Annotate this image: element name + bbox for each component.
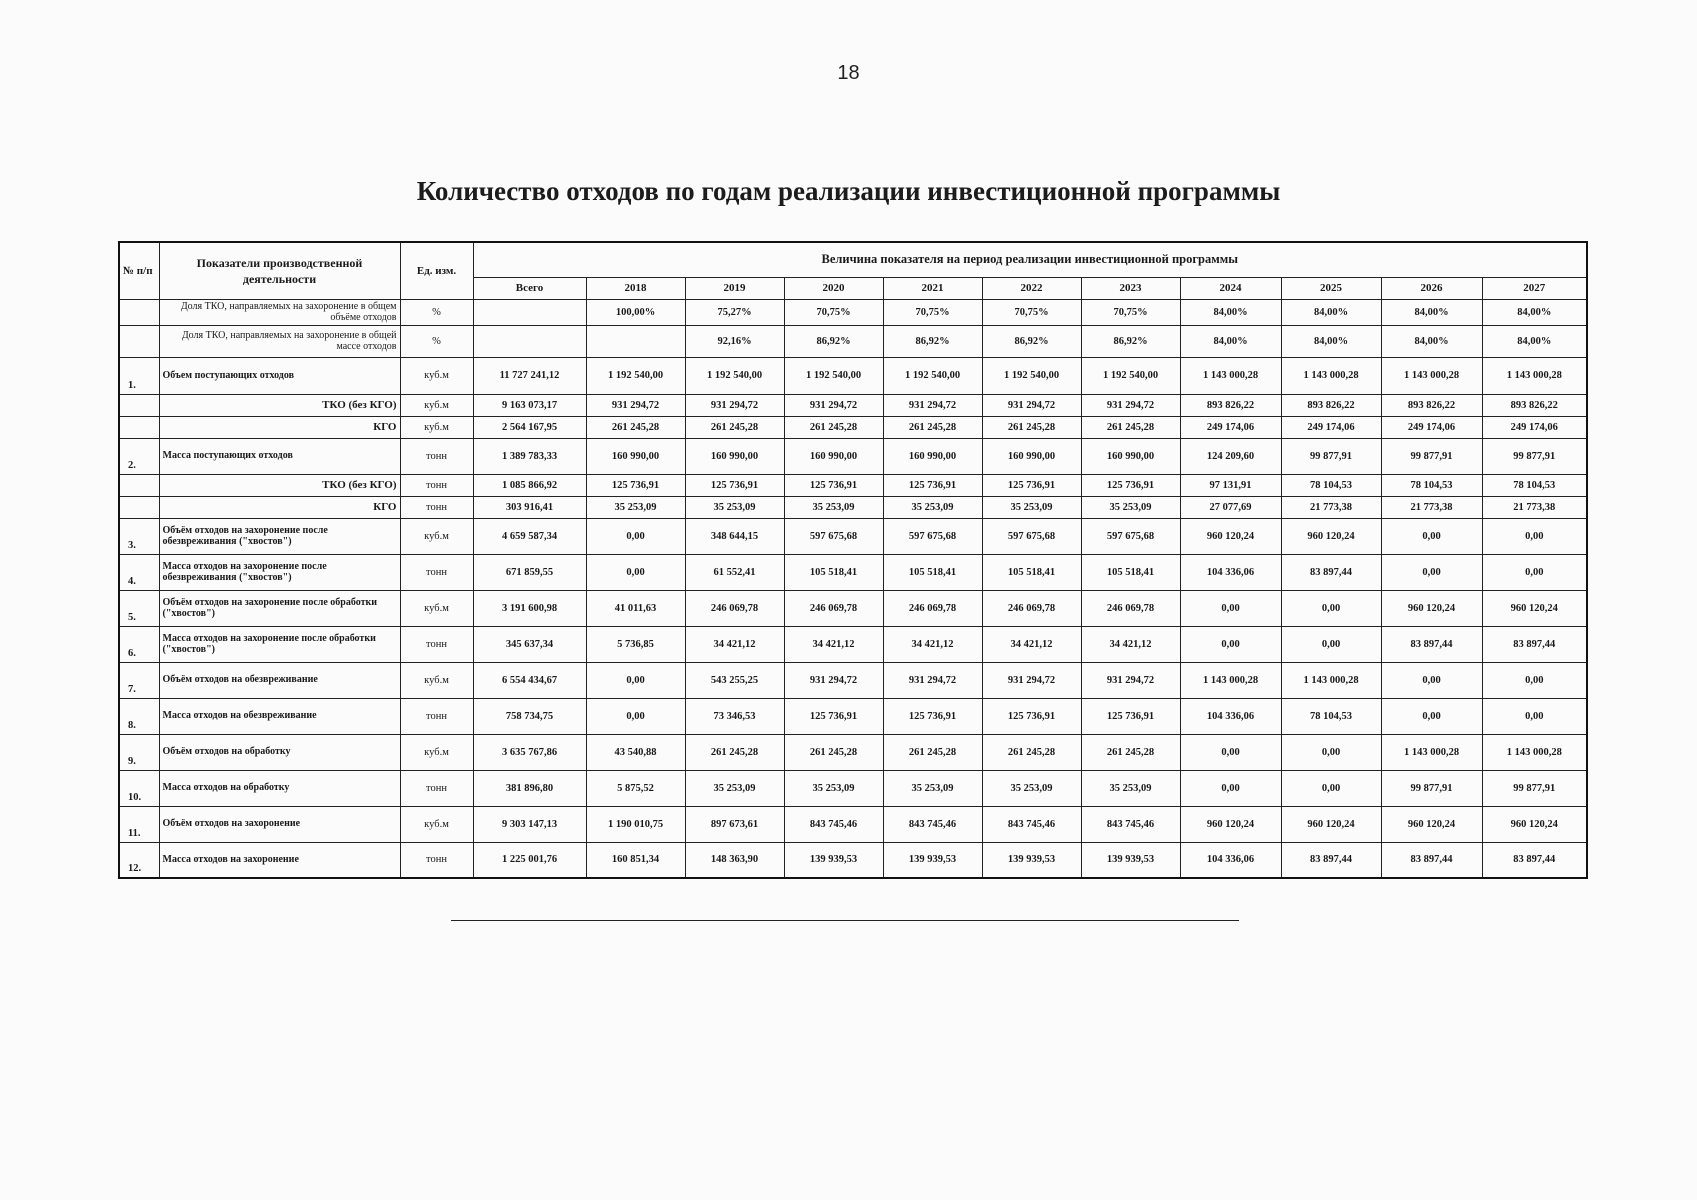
cell-value: 246 069,78 — [784, 590, 883, 626]
cell-value: 35 253,09 — [982, 770, 1081, 806]
cell-value: 99 877,91 — [1381, 770, 1482, 806]
row-indicator: Масса отходов на захоронение после обработки ("хвостов") — [159, 626, 400, 662]
cell-value: 34 421,12 — [685, 626, 784, 662]
document-title: Количество отходов по годам реализации инвестиционной программы — [416, 176, 1281, 206]
row-indicator: Объём отходов на обработку — [159, 734, 400, 770]
cell-value — [586, 325, 685, 357]
row-indicator: Доля ТКО, направляемых на захоронение в общем объёме отходов — [159, 299, 400, 325]
cell-value: 160 990,00 — [883, 438, 982, 474]
cell-value: 960 120,24 — [1180, 518, 1281, 554]
row-number: 3. — [119, 518, 159, 554]
table-row — [119, 770, 1587, 806]
cell-value: 83 897,44 — [1381, 626, 1482, 662]
cell-value: 1 143 000,28 — [1281, 662, 1381, 698]
cell-value: 41 011,63 — [586, 590, 685, 626]
cell-value: 97 131,91 — [1180, 474, 1281, 496]
cell-value: 160 990,00 — [685, 438, 784, 474]
cell-value: 104 336,06 — [1180, 698, 1281, 734]
cell-value: 105 518,41 — [1081, 554, 1180, 590]
cell-value: 70,75% — [982, 299, 1081, 325]
cell-value: 99 877,91 — [1482, 770, 1587, 806]
header-period: Величина показателя на период реализации инвестиционной программы — [473, 242, 1587, 277]
table-row — [119, 394, 1587, 416]
cell-value: 931 294,72 — [883, 662, 982, 698]
cell-value: 21 773,38 — [1482, 496, 1587, 518]
cell-value: 0,00 — [1381, 554, 1482, 590]
cell-value: 249 174,06 — [1482, 416, 1587, 438]
cell-value: 70,75% — [784, 299, 883, 325]
cell-value: 83 897,44 — [1381, 842, 1482, 878]
cell-value: 139 939,53 — [982, 842, 1081, 878]
row-unit: куб.м — [400, 734, 473, 770]
cell-value — [473, 325, 586, 357]
cell-value: 34 421,12 — [982, 626, 1081, 662]
cell-value: 931 294,72 — [1081, 394, 1180, 416]
row-indicator: Масса отходов на захоронение — [159, 842, 400, 878]
cell-value — [473, 299, 586, 325]
cell-value: 105 518,41 — [784, 554, 883, 590]
cell-value: 0,00 — [1180, 590, 1281, 626]
cell-value: 261 245,28 — [982, 734, 1081, 770]
cell-value: 261 245,28 — [982, 416, 1081, 438]
table-row — [119, 698, 1587, 734]
cell-value: 0,00 — [1381, 518, 1482, 554]
row-indicator: КГО — [159, 496, 400, 518]
cell-value: 35 253,09 — [784, 770, 883, 806]
table-row — [119, 734, 1587, 770]
cell-value: 105 518,41 — [883, 554, 982, 590]
cell-value: 160 990,00 — [586, 438, 685, 474]
cell-value: 104 336,06 — [1180, 554, 1281, 590]
cell-value: 261 245,28 — [883, 416, 982, 438]
cell-value: 84,00% — [1482, 325, 1587, 357]
cell-value: 0,00 — [1381, 662, 1482, 698]
cell-value: 261 245,28 — [784, 416, 883, 438]
cell-value: 125 736,91 — [685, 474, 784, 496]
row-number: 4. — [119, 554, 159, 590]
cell-value: 1 085 866,92 — [473, 474, 586, 496]
cell-value: 70,75% — [1081, 299, 1180, 325]
waste-table — [118, 241, 1588, 879]
row-unit: куб.м — [400, 357, 473, 394]
cell-value: 6 554 434,67 — [473, 662, 586, 698]
cell-value: 5 875,52 — [586, 770, 685, 806]
row-indicator: Масса отходов на захоронение после обезвреживания ("хвостов") — [159, 554, 400, 590]
header-col-5: 2022 — [982, 277, 1081, 299]
cell-value: 246 069,78 — [685, 590, 784, 626]
row-indicator: Объем поступающих отходов — [159, 357, 400, 394]
cell-value: 34 421,12 — [1081, 626, 1180, 662]
cell-value: 125 736,91 — [883, 698, 982, 734]
cell-value: 960 120,24 — [1180, 806, 1281, 842]
cell-value: 99 877,91 — [1281, 438, 1381, 474]
cell-value: 543 255,25 — [685, 662, 784, 698]
cell-value: 960 120,24 — [1281, 518, 1381, 554]
cell-value: 73 346,53 — [685, 698, 784, 734]
row-unit: тонн — [400, 474, 473, 496]
cell-value: 34 421,12 — [784, 626, 883, 662]
header-col-4: 2021 — [883, 277, 982, 299]
cell-value: 84,00% — [1180, 299, 1281, 325]
row-number — [119, 299, 159, 325]
cell-value: 34 421,12 — [883, 626, 982, 662]
cell-value: 0,00 — [1180, 626, 1281, 662]
cell-value: 960 120,24 — [1381, 806, 1482, 842]
cell-value: 0,00 — [1482, 662, 1587, 698]
cell-value: 893 826,22 — [1180, 394, 1281, 416]
row-unit: куб.м — [400, 806, 473, 842]
row-unit: тонн — [400, 496, 473, 518]
table-row — [119, 496, 1587, 518]
cell-value: 83 897,44 — [1482, 842, 1587, 878]
cell-value: 0,00 — [1180, 770, 1281, 806]
cell-value: 249 174,06 — [1381, 416, 1482, 438]
cell-value: 1 143 000,28 — [1482, 734, 1587, 770]
cell-value: 0,00 — [1281, 626, 1381, 662]
row-unit: тонн — [400, 770, 473, 806]
cell-value: 246 069,78 — [1081, 590, 1180, 626]
cell-value: 21 773,38 — [1381, 496, 1482, 518]
table-row — [119, 518, 1587, 554]
cell-value: 1 143 000,28 — [1180, 662, 1281, 698]
cell-value: 70,75% — [883, 299, 982, 325]
cell-value: 261 245,28 — [685, 416, 784, 438]
cell-value: 125 736,91 — [1081, 698, 1180, 734]
row-unit: куб.м — [400, 590, 473, 626]
header-col-3: 2020 — [784, 277, 883, 299]
cell-value: 125 736,91 — [784, 474, 883, 496]
cell-value: 1 192 540,00 — [1081, 357, 1180, 394]
cell-value: 86,92% — [883, 325, 982, 357]
cell-value: 0,00 — [1482, 518, 1587, 554]
cell-value: 345 637,34 — [473, 626, 586, 662]
table-row — [119, 299, 1587, 325]
cell-value: 897 673,61 — [685, 806, 784, 842]
cell-value: 1 143 000,28 — [1381, 734, 1482, 770]
table-row — [119, 842, 1587, 878]
cell-value: 35 253,09 — [883, 770, 982, 806]
cell-value: 931 294,72 — [883, 394, 982, 416]
cell-value: 843 745,46 — [883, 806, 982, 842]
cell-value: 84,00% — [1281, 325, 1381, 357]
cell-value: 100,00% — [586, 299, 685, 325]
cell-value: 160 990,00 — [982, 438, 1081, 474]
row-number: 8. — [119, 698, 159, 734]
row-number: 6. — [119, 626, 159, 662]
cell-value: 2 564 167,95 — [473, 416, 586, 438]
cell-value: 105 518,41 — [982, 554, 1081, 590]
cell-value: 125 736,91 — [784, 698, 883, 734]
cell-value: 78 104,53 — [1482, 474, 1587, 496]
cell-value: 246 069,78 — [883, 590, 982, 626]
cell-value: 84,00% — [1381, 299, 1482, 325]
cell-value: 597 675,68 — [1081, 518, 1180, 554]
row-unit: куб.м — [400, 416, 473, 438]
cell-value: 1 143 000,28 — [1482, 357, 1587, 394]
cell-value: 893 826,22 — [1482, 394, 1587, 416]
cell-value: 78 104,53 — [1281, 474, 1381, 496]
cell-value: 893 826,22 — [1381, 394, 1482, 416]
table-row — [119, 806, 1587, 842]
row-number — [119, 496, 159, 518]
row-number — [119, 474, 159, 496]
cell-value: 148 363,90 — [685, 842, 784, 878]
row-number: 9. — [119, 734, 159, 770]
cell-value: 125 736,91 — [586, 474, 685, 496]
cell-value: 931 294,72 — [685, 394, 784, 416]
cell-value: 4 659 587,34 — [473, 518, 586, 554]
header-col-0: Всего — [473, 277, 586, 299]
cell-value: 843 745,46 — [982, 806, 1081, 842]
cell-value: 84,00% — [1180, 325, 1281, 357]
header-col-1: 2018 — [586, 277, 685, 299]
table-row — [119, 554, 1587, 590]
cell-value: 1 143 000,28 — [1281, 357, 1381, 394]
cell-value: 11 727 241,12 — [473, 357, 586, 394]
cell-value: 960 120,24 — [1381, 590, 1482, 626]
cell-value: 931 294,72 — [784, 394, 883, 416]
cell-value: 125 736,91 — [883, 474, 982, 496]
row-indicator: Объём отходов на захоронение — [159, 806, 400, 842]
bottom-divider — [451, 920, 1239, 921]
row-number: 10. — [119, 770, 159, 806]
cell-value: 35 253,09 — [1081, 770, 1180, 806]
cell-value: 0,00 — [1281, 734, 1381, 770]
table-row — [119, 438, 1587, 474]
cell-value: 124 209,60 — [1180, 438, 1281, 474]
cell-value: 99 877,91 — [1482, 438, 1587, 474]
row-indicator: КГО — [159, 416, 400, 438]
cell-value: 21 773,38 — [1281, 496, 1381, 518]
cell-value: 125 736,91 — [1081, 474, 1180, 496]
row-indicator: Доля ТКО, направляемых на захоронение в общей массе отходов — [159, 325, 400, 357]
cell-value: 9 163 073,17 — [473, 394, 586, 416]
cell-value: 931 294,72 — [982, 394, 1081, 416]
cell-value: 84,00% — [1381, 325, 1482, 357]
cell-value: 931 294,72 — [784, 662, 883, 698]
cell-value: 261 245,28 — [1081, 734, 1180, 770]
cell-value: 1 192 540,00 — [982, 357, 1081, 394]
cell-value: 35 253,09 — [1081, 496, 1180, 518]
cell-value: 160 851,34 — [586, 842, 685, 878]
cell-value: 597 675,68 — [883, 518, 982, 554]
header-unit: Ед. изм. — [400, 242, 473, 299]
cell-value: 125 736,91 — [982, 698, 1081, 734]
cell-value: 139 939,53 — [883, 842, 982, 878]
cell-value: 1 389 783,33 — [473, 438, 586, 474]
table-row — [119, 357, 1587, 394]
table-row — [119, 626, 1587, 662]
cell-value: 9 303 147,13 — [473, 806, 586, 842]
cell-value: 931 294,72 — [982, 662, 1081, 698]
cell-value: 0,00 — [586, 554, 685, 590]
header-indicator: Показатели производственной деятельности — [159, 242, 400, 299]
cell-value: 249 174,06 — [1180, 416, 1281, 438]
cell-value: 27 077,69 — [1180, 496, 1281, 518]
cell-value: 139 939,53 — [1081, 842, 1180, 878]
row-indicator: Масса поступающих отходов — [159, 438, 400, 474]
cell-value: 261 245,28 — [586, 416, 685, 438]
cell-value: 1 192 540,00 — [784, 357, 883, 394]
cell-value: 303 916,41 — [473, 496, 586, 518]
row-number: 1. — [119, 357, 159, 394]
cell-value: 1 192 540,00 — [586, 357, 685, 394]
header-col-9: 2026 — [1381, 277, 1482, 299]
row-unit: тонн — [400, 438, 473, 474]
row-number — [119, 325, 159, 357]
cell-value: 35 253,09 — [586, 496, 685, 518]
cell-value: 843 745,46 — [1081, 806, 1180, 842]
cell-value: 78 104,53 — [1281, 698, 1381, 734]
header-col-2: 2019 — [685, 277, 784, 299]
cell-value: 35 253,09 — [883, 496, 982, 518]
cell-value: 92,16% — [685, 325, 784, 357]
cell-value: 0,00 — [586, 662, 685, 698]
row-unit: куб.м — [400, 662, 473, 698]
cell-value: 139 939,53 — [784, 842, 883, 878]
row-unit: тонн — [400, 626, 473, 662]
page-number: 18 — [837, 62, 860, 84]
cell-value: 0,00 — [1381, 698, 1482, 734]
cell-value: 381 896,80 — [473, 770, 586, 806]
cell-value: 1 190 010,75 — [586, 806, 685, 842]
row-indicator: ТКО (без КГО) — [159, 474, 400, 496]
cell-value: 3 635 767,86 — [473, 734, 586, 770]
cell-value: 35 253,09 — [685, 496, 784, 518]
cell-value: 249 174,06 — [1281, 416, 1381, 438]
cell-value: 78 104,53 — [1381, 474, 1482, 496]
cell-value: 83 897,44 — [1281, 554, 1381, 590]
cell-value: 261 245,28 — [883, 734, 982, 770]
table-row — [119, 474, 1587, 496]
header-col-8: 2025 — [1281, 277, 1381, 299]
cell-value: 83 897,44 — [1281, 842, 1381, 878]
cell-value: 35 253,09 — [982, 496, 1081, 518]
cell-value: 84,00% — [1482, 299, 1587, 325]
header-col-10: 2027 — [1482, 277, 1587, 299]
cell-value: 160 990,00 — [1081, 438, 1180, 474]
cell-value: 86,92% — [784, 325, 883, 357]
row-unit: тонн — [400, 554, 473, 590]
row-number: 7. — [119, 662, 159, 698]
row-unit: тонн — [400, 698, 473, 734]
row-unit: % — [400, 299, 473, 325]
cell-value: 0,00 — [1281, 770, 1381, 806]
cell-value: 86,92% — [1081, 325, 1180, 357]
row-unit: % — [400, 325, 473, 357]
cell-value: 75,27% — [685, 299, 784, 325]
row-number: 5. — [119, 590, 159, 626]
table-row — [119, 662, 1587, 698]
cell-value: 0,00 — [586, 518, 685, 554]
cell-value: 931 294,72 — [1081, 662, 1180, 698]
table-row — [119, 590, 1587, 626]
table-row — [119, 416, 1587, 438]
cell-value: 261 245,28 — [1081, 416, 1180, 438]
cell-value: 893 826,22 — [1281, 394, 1381, 416]
cell-value: 597 675,68 — [784, 518, 883, 554]
cell-value: 261 245,28 — [784, 734, 883, 770]
header-col-7: 2024 — [1180, 277, 1281, 299]
cell-value: 160 990,00 — [784, 438, 883, 474]
table-row — [119, 325, 1587, 357]
cell-value: 3 191 600,98 — [473, 590, 586, 626]
row-unit: куб.м — [400, 518, 473, 554]
cell-value: 348 644,15 — [685, 518, 784, 554]
cell-value: 35 253,09 — [784, 496, 883, 518]
cell-value: 0,00 — [1180, 734, 1281, 770]
cell-value: 1 192 540,00 — [685, 357, 784, 394]
row-indicator: Масса отходов на обработку — [159, 770, 400, 806]
cell-value: 960 120,24 — [1482, 590, 1587, 626]
cell-value: 0,00 — [1482, 698, 1587, 734]
row-indicator: Объём отходов на захоронение после обезвреживания ("хвостов") — [159, 518, 400, 554]
row-indicator: Масса отходов на обезвреживание — [159, 698, 400, 734]
header-num: № п/п — [119, 242, 159, 299]
header-col-6: 2023 — [1081, 277, 1180, 299]
row-number: 2. — [119, 438, 159, 474]
row-indicator: Объём отходов на захоронение после обработки ("хвостов") — [159, 590, 400, 626]
cell-value: 99 877,91 — [1381, 438, 1482, 474]
cell-value: 1 225 001,76 — [473, 842, 586, 878]
cell-value: 261 245,28 — [685, 734, 784, 770]
cell-value: 84,00% — [1281, 299, 1381, 325]
cell-value: 960 120,24 — [1281, 806, 1381, 842]
cell-value: 104 336,06 — [1180, 842, 1281, 878]
cell-value: 5 736,85 — [586, 626, 685, 662]
cell-value: 86,92% — [982, 325, 1081, 357]
cell-value: 35 253,09 — [685, 770, 784, 806]
row-unit: тонн — [400, 842, 473, 878]
cell-value: 960 120,24 — [1482, 806, 1587, 842]
cell-value: 758 734,75 — [473, 698, 586, 734]
cell-value: 931 294,72 — [586, 394, 685, 416]
cell-value: 671 859,55 — [473, 554, 586, 590]
row-indicator: Объём отходов на обезвреживание — [159, 662, 400, 698]
cell-value: 597 675,68 — [982, 518, 1081, 554]
cell-value: 0,00 — [1281, 590, 1381, 626]
row-number — [119, 416, 159, 438]
cell-value: 1 143 000,28 — [1381, 357, 1482, 394]
cell-value: 43 540,88 — [586, 734, 685, 770]
cell-value: 61 552,41 — [685, 554, 784, 590]
row-number: 11. — [119, 806, 159, 842]
cell-value: 0,00 — [586, 698, 685, 734]
row-unit: куб.м — [400, 394, 473, 416]
row-number — [119, 394, 159, 416]
cell-value: 83 897,44 — [1482, 626, 1587, 662]
cell-value: 0,00 — [1482, 554, 1587, 590]
cell-value: 1 192 540,00 — [883, 357, 982, 394]
row-number: 12. — [119, 842, 159, 878]
cell-value: 246 069,78 — [982, 590, 1081, 626]
cell-value: 843 745,46 — [784, 806, 883, 842]
row-indicator: ТКО (без КГО) — [159, 394, 400, 416]
cell-value: 125 736,91 — [982, 474, 1081, 496]
cell-value: 1 143 000,28 — [1180, 357, 1281, 394]
